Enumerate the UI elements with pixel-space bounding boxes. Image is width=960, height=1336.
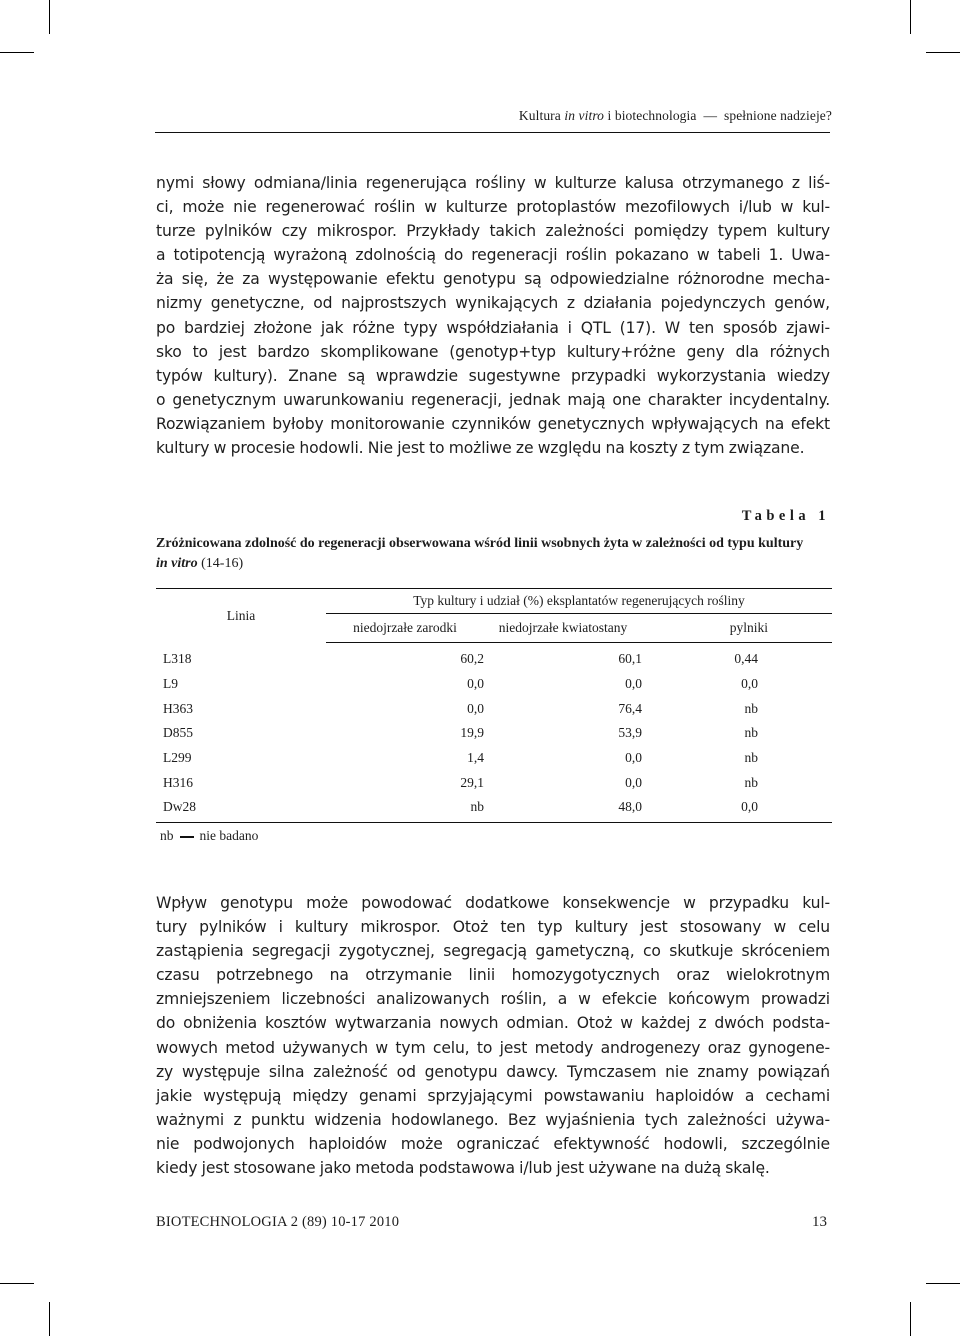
text-line: turze pylników czy mikrospor. Przykłady takich zależności pomiędzy typem kultury (156, 222, 830, 241)
cell-kwiatostany: 53,9 (618, 725, 642, 741)
cell-zarodki: 19,9 (460, 725, 484, 741)
header-text-1: Kultura (518, 108, 561, 123)
crop-mark (926, 52, 960, 53)
col-header-group: Typ kultury i udział (%) eksplantatów regenerujących rośliny (326, 589, 832, 614)
text-line: zmniejszeniem liczebności analizowanych roślin, a w efekcie końcowym prowadzi (156, 990, 830, 1009)
text-line: kultury w procesie hodowli. Nie jest to możliwe ze względu na koszty z tym związane. (156, 439, 805, 458)
text-line: czasu potrzebnego na otrzymanie linii homozygotycznych oraz wielokrotnym (156, 966, 830, 985)
cell-kwiatostany: 0,0 (625, 774, 642, 790)
text-line: Rozwiązaniem byłoby monitorowanie czynników genetycznych wpływających na efekt (156, 414, 830, 433)
table-caption-italic: in vitro (156, 556, 198, 571)
col-header-zarodki: niedojrzałe zarodki (326, 614, 484, 643)
cell-linia: L9 (163, 676, 178, 692)
cell-zarodki: 60,2 (460, 651, 484, 667)
running-header (519, 108, 832, 124)
cell-linia: D855 (163, 725, 193, 741)
cell-kwiatostany: 0,0 (625, 676, 642, 692)
col-header-pylniki: pylniki (642, 614, 832, 643)
table-caption-main: Zróżnicowana zdolność do regeneracji obserwowana wśród linii wsobnych żyta w zależności od typu kultury (156, 536, 804, 551)
text-line: a totipotencją wyrażoną zdolnością do regeneracji roślin pokazano w tabeli 1. Uwa- (156, 246, 830, 265)
text-line: ża się, że za występowanie efektu genotypu są odpowiedzialne różnorodne mecha- (156, 270, 830, 289)
table-caption (156, 534, 832, 574)
text-line: jakie występują między genami sprzyjającymi powstawaniu haploidów a cechami (156, 1086, 830, 1105)
text-line: tury pylników i kultury mikrospor. Otoż ten typ kultury jest stosowany w celu (156, 918, 830, 937)
table-footnote (160, 828, 258, 844)
text-line: wowych metod używanych w tym celu, to jest metody androgenezy oraz gynogene- (156, 1038, 830, 1057)
table-caption-source: (14-16) (201, 556, 244, 571)
text-line: o genetycznym uwarunkowaniu regeneracji, jednak mają one charakter incydentalny. (156, 390, 830, 409)
cell-linia: L299 (163, 750, 192, 766)
cell-linia: H363 (163, 700, 193, 716)
crop-mark (0, 1283, 34, 1284)
text-line: do obniżenia kosztów wytwarzania nowych odmian. Otoż w każdej z dwóch podsta- (156, 1014, 830, 1033)
cell-linia: H316 (163, 774, 193, 790)
regeneration-table (156, 588, 832, 823)
crop-mark (0, 52, 34, 53)
cell-pylniki: 0,0 (741, 676, 758, 692)
paragraph-1 (156, 171, 830, 460)
cell-linia: L318 (163, 651, 192, 667)
header-text-3: spełnione nadzieje? (724, 108, 832, 123)
cell-zarodki: 1,4 (467, 750, 484, 766)
table-row (156, 770, 832, 795)
crop-mark (910, 1302, 911, 1336)
text-line: ważnymi z punktu widzenia hodowlanego. Bez wyjaśnienia tych zależności używa- (156, 1110, 830, 1129)
cell-pylniki: nb (744, 774, 758, 790)
cell-kwiatostany: 0,0 (625, 750, 642, 766)
crop-mark (910, 0, 911, 34)
col-header-linia: Linia (156, 589, 326, 643)
cell-pylniki: 0,44 (734, 651, 758, 667)
cell-kwiatostany: 48,0 (484, 795, 642, 822)
crop-mark (49, 1302, 50, 1336)
table-row (156, 696, 832, 721)
cell-zarodki: nb (326, 795, 484, 822)
text-line: sko to jest bardzo skomplikowane (genotyp+typ kultury+różne geny dla różnych (156, 342, 830, 361)
text-line: Wpływ genotypu może powodować dodatkowe konsekwencje w przypadku kul- (156, 894, 830, 912)
crop-mark (926, 1283, 960, 1284)
cell-kwiatostany: 60,1 (618, 651, 642, 667)
table-label: Tabela 1 (741, 508, 830, 524)
text-line: nizmy genetyczne, od najprostszych wynikających z działania pojedynczych genów, (156, 294, 830, 313)
text-line: po bardziej złożone jak różne typy współdziałania i QTL (17). W ten sposób zjawi- (156, 318, 830, 337)
text-line: nie podwojonych haploidów może ograniczać efektywność hodowli, szczególnie (156, 1134, 830, 1153)
page-number: 13 (812, 1214, 827, 1230)
cell-pylniki: nb (744, 725, 758, 741)
text-line: zy występuje silna zależność od genotypu dawcy. Tymczasem nie znamy powiązań (156, 1062, 830, 1081)
cell-pylniki: 0,0 (642, 795, 832, 822)
table-row (156, 721, 832, 746)
journal-footer: BIOTECHNOLOGIA 2 (89) 10-17 2010 (156, 1214, 400, 1230)
footnote-dash (180, 836, 194, 838)
col-header-kwiatostany: niedojrzałe kwiatostany (484, 614, 642, 643)
footnote-abbr: nb (160, 828, 174, 843)
cell-linia: Dw28 (156, 795, 326, 822)
header-rule (155, 132, 830, 133)
table-row (156, 795, 832, 822)
table-row (156, 672, 832, 697)
cell-zarodki: 29,1 (460, 774, 484, 790)
header-text-italic: in vitro (564, 108, 605, 123)
paragraph-2 (156, 891, 830, 1180)
cell-zarodki: 0,0 (467, 700, 484, 716)
text-line: kiedy jest stosowane jako metoda podstawowa i/lub jest używane na dużą skalę. (156, 1159, 770, 1178)
text-line: typów kultury). Znane są wprawdzie sugestywne przypadki wykorzystania wiedzy (156, 366, 830, 385)
footnote-text: nie badano (199, 828, 259, 843)
table-row (156, 746, 832, 771)
header-text-2: i biotechnologia (607, 108, 697, 123)
text-line: nymi słowy odmiana/linia regenerująca rośliny w kulturze kalusa otrzymanego z liś- (156, 174, 830, 192)
text-line: zastąpienia segregacji zygotycznej, segregacją gametyczną, co skutkuje skróceniem (156, 942, 830, 961)
crop-mark (49, 0, 50, 34)
cell-kwiatostany: 76,4 (618, 700, 642, 716)
header-dash: — (699, 108, 721, 123)
cell-pylniki: nb (744, 700, 758, 716)
cell-pylniki: nb (744, 750, 758, 766)
table-row (156, 643, 832, 672)
cell-zarodki: 0,0 (467, 676, 484, 692)
text-line: ci, może nie regenerować roślin w kulturze protoplastów mezofilowych i/lub w kul- (156, 198, 830, 217)
